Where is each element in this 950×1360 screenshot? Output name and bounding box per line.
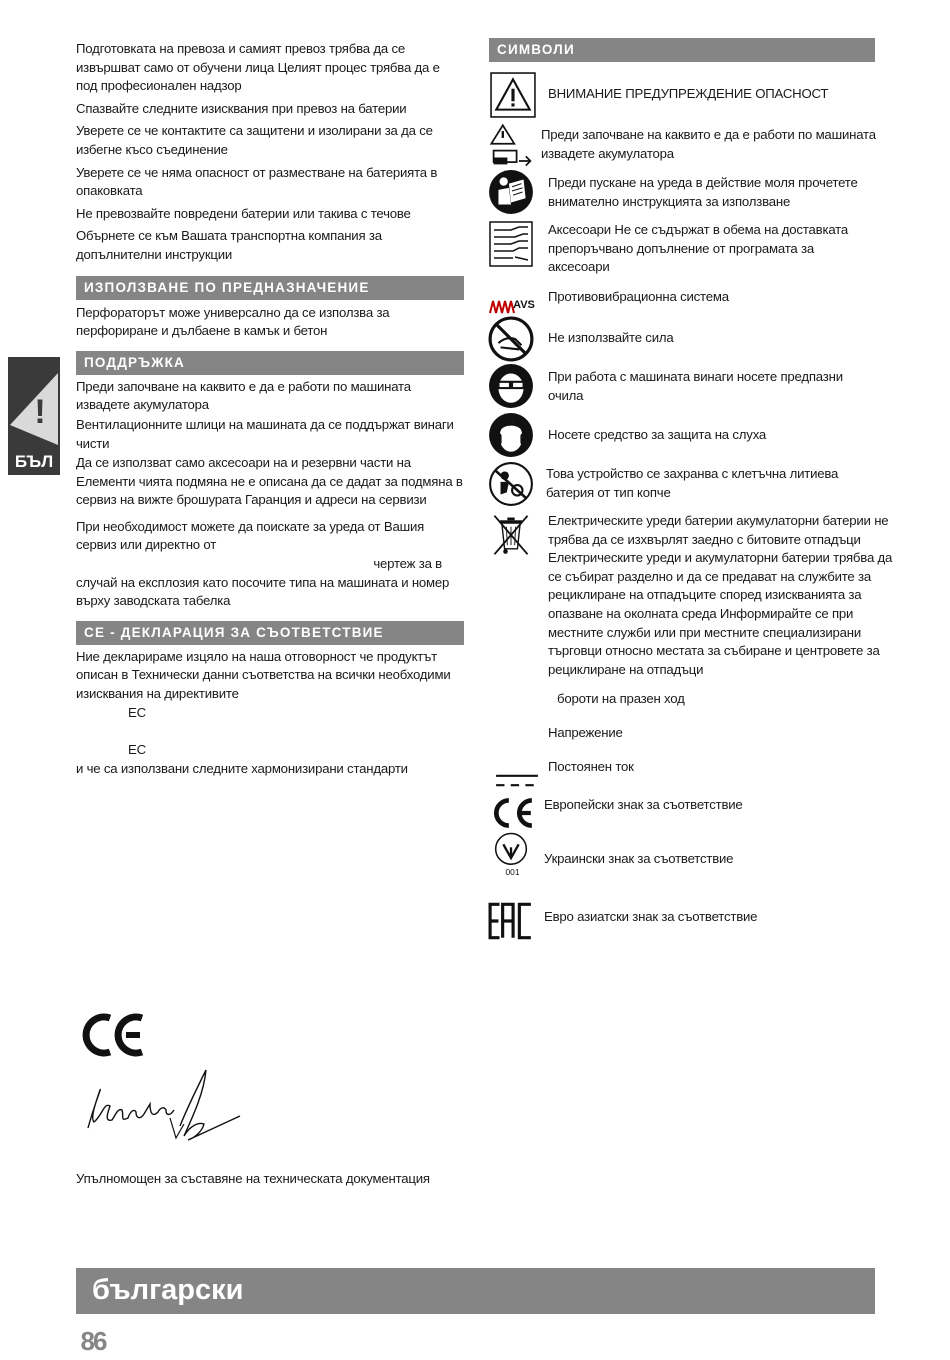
transport-paragraph-2: Спазвайте следните изисквания при превоз на батерии	[76, 100, 407, 116]
maintenance-paragraph-4: При необходимост можете да поискате за уреда от Вашия сервиз или директно от	[76, 518, 425, 553]
symbol-text-avs: Противовибрационна система	[548, 289, 729, 304]
ear-protection-icon	[488, 412, 534, 458]
svg-text:!: !	[34, 393, 46, 431]
ukrainian-mark-icon	[488, 832, 534, 878]
signature	[80, 1066, 245, 1150]
section-heading-symbols: СИМВОЛИ	[489, 38, 875, 62]
footer-language-bar	[76, 1268, 875, 1314]
page-number	[76, 1327, 110, 1355]
eac-mark-icon	[488, 898, 534, 944]
coin-battery-icon	[488, 461, 534, 507]
symbol-text-ear-protection: Носете средство за защита на слуха	[548, 427, 767, 442]
maintenance-paragraph-1: Преди започване на каквито е да е работи по машината извадете акумулатора	[76, 378, 411, 413]
ce-declaration-text: Ние декларираме изцяло на наша отговорност че продуктът описан в Технически данни съответства на всички необходими изисквания на директивите	[76, 648, 451, 702]
symbol-text-read-manual: Преди пускане на уреда в действие моля прочетете внимателно инструкцията за използване	[548, 175, 858, 209]
ukrainian-mark-number: 001	[505, 866, 520, 877]
symbol-text-ce: Европейски знак за съответствие	[544, 797, 743, 812]
section-heading-intended-use: ИЗПОЛЗВАНЕ ПО ПРЕДНАЗНАЧЕНИЕ	[76, 276, 464, 300]
section-heading-ce-declaration: CE - ДЕКЛАРАЦИЯ ЗА СЪОТВЕТСТВИЕ	[76, 621, 464, 645]
avs-label: AVS	[513, 299, 535, 311]
symbol-text-remove-battery: Преди започване на каквито е да е работи по машината извадете акумулатора	[541, 127, 876, 161]
remove-battery-icon	[489, 123, 535, 169]
maintenance-paragraph-2: Вентилационните шлици на машината да се поддържат винаги чисти	[76, 416, 454, 451]
ce-mark-icon	[489, 790, 535, 836]
transport-paragraph-6: Обърнете се към Вашата транспортна компания за допълнителни инструкции	[76, 228, 382, 262]
transport-paragraph-5: Не превозвайте повредени батерии или такива с течове	[76, 205, 411, 221]
left-column	[76, 40, 464, 782]
symbol-text-safety-glasses: При работа с машината винаги носете предпазни очила	[548, 369, 843, 403]
ec-directive-1: ЕС	[128, 704, 146, 720]
symbol-text-coin-battery: Това устройство се захранва с клетъчна литиева батерия от тип копче	[546, 466, 839, 500]
maintenance-paragraph-3: Да се използват само аксесоари на и резервни части на Елементи чията подмяна не е описана да се дадат за подмяна в сервиз на вижте брошурата Гаранция и адреси на сервизи	[76, 455, 463, 508]
authorized-person-text: Упълномощен за съставяне на техническата документация	[76, 1171, 430, 1186]
symbol-text-weee: Електрическите уреди батерии акумулаторни батерии не трябва да се изхвърлят заедно с битовите отпадъци Електрическите уреди и акумулаторни батерии трябва да се събират разделно и да се предават на службите за рециклиране на отпадъците според изискванията за опазване на околната среда Информирайте се при местните служби или при местните специализирани търговци относно местата за събиране и центровете за рециклиране на отпадъци	[548, 513, 893, 677]
transport-paragraph-1: Подготовката на превоза и самият превоз трябва да се извършват само от обучени лица Целият процес трябва да е под професионален надзор	[76, 41, 440, 94]
no-force-icon	[488, 316, 534, 362]
harmonized-standards-text: и че са използвани следните хармонизирани стандарти	[76, 760, 408, 776]
transport-paragraph-4: Уверете се че няма опасност от разместване на батерията в опаковката	[76, 164, 438, 199]
symbol-text-warning: ВНИМАНИЕ ПРЕДУПРЕЖДЕНИЕ ОПАСНОСТ	[548, 86, 829, 101]
ce-mark-large-icon	[80, 1012, 146, 1058]
footer-language-label: български	[92, 1274, 244, 1306]
intended-use-text: Перфораторът може универсално да се използва за перфориране и дълбаене в камък и бетон	[76, 304, 390, 339]
symbol-text-ukrainian-mark: Украински знак за съответствие	[544, 851, 734, 866]
language-side-tab	[8, 357, 60, 475]
safety-glasses-icon	[488, 363, 534, 409]
accessories-icon	[488, 221, 534, 267]
symbol-text-no-force: Не използвайте сила	[548, 330, 674, 345]
weee-bin-icon	[488, 512, 534, 558]
maintenance-paragraph-4-cont: случай на експлозия като посочите типа на машината и номер върху заводската табелка	[76, 574, 450, 609]
language-tab-label: БЪЛ	[14, 452, 54, 471]
warning-triangle-icon	[490, 72, 536, 118]
warning-exclamation-icon	[8, 363, 60, 453]
symbol-text-voltage: Напрежение	[548, 725, 623, 740]
symbol-text-dc-current: Постоянен ток	[548, 759, 634, 774]
ec-directive-2: ЕС	[128, 742, 146, 758]
symbol-text-eac: Евро азиатски знак за съответствие	[544, 909, 758, 924]
transport-paragraph-3: Уверете се че контактите са защитени и изолирани за да се избегне късо съединение	[76, 123, 433, 157]
symbol-text-accessories: Аксесоари Не се съдържат в обема на доставката препоръчвано допълнение от програмата за аксесоари	[548, 222, 848, 275]
symbol-text-idle-speed: бороти на празен ход	[557, 691, 685, 706]
maintenance-paragraph-4-end: чертеж за в	[373, 556, 442, 572]
section-heading-maintenance: ПОДДРЪЖКА	[76, 351, 464, 375]
read-manual-icon	[488, 169, 534, 215]
page-number-text: 86	[80, 1327, 106, 1355]
